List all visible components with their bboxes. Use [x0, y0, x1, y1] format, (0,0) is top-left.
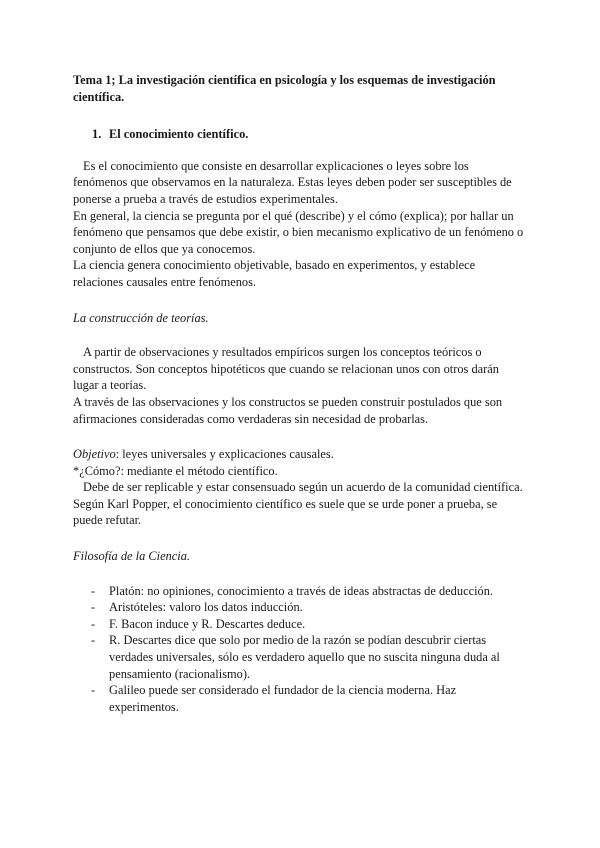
list-item: - R. Descartes dice que solo por medio de la razón se podían descubrir ciertas verdades universales, sólo es verdadero aquello que no suscita ninguna duda al pensamiento (racionalismo).: [91, 633, 500, 681]
replicable-line: Debe de ser replicable y estar consensuado según un acuerdo de la comunidad científica.: [83, 480, 523, 495]
list-item: - F. Bacon induce y R. Descartes deduce.: [91, 616, 306, 631]
objective-label: Objetivo: [73, 447, 116, 462]
dash-bullet: -: [91, 616, 96, 631]
objective-text: : leyes universales y explicaciones causales.: [115, 447, 334, 462]
section-2-paragraph-2: A través de las observaciones y los constructos se pueden construir postulados que son afirmaciones consideradas como verdaderas sin necesidad de probarlas.: [73, 394, 503, 426]
section-3-heading: Filosofía de la Ciencia.: [73, 549, 191, 564]
dash-bullet: -: [91, 683, 96, 698]
como-line: *¿Cómo?: mediante el método científico.: [73, 463, 278, 478]
list-item: - Platón: no opiniones, conocimiento a través de ideas abstractas de deducción.: [91, 583, 493, 598]
section-1-number: 1.: [92, 127, 102, 142]
list-item: - Galileo puede ser considerado el fundador de la ciencia moderna. Haz experimentos.: [91, 683, 457, 714]
dash-bullet: -: [91, 600, 96, 615]
section-1-paragraph-3: La ciencia genera conocimiento objetivable, basado en experimentos, y establece relaciones causales entre fenómenos.: [73, 258, 476, 289]
dash-bullet: -: [91, 633, 96, 648]
section-1-title: El conocimiento científico.: [109, 127, 249, 142]
section-2-heading: La construcción de teorías.: [73, 310, 209, 325]
popper-line: Según Karl Popper, el conocimiento científico es suele que se urde poner a prueba, se puede refutar.: [73, 496, 498, 528]
list-item: - Aristóteles: valoro los datos inducción.: [91, 600, 303, 615]
dash-bullet: -: [91, 583, 96, 598]
section-1-paragraph-1: Es el conocimiento que consiste en desarrollar explicaciones o leyes sobre los fenómenos que observamos en la naturaleza. Estas leyes deben poder ser susceptibles de ponerse a prueba a través de estudios experimentales.: [73, 158, 512, 206]
section-2-paragraph-1: A partir de observaciones y resultados empíricos surgen los conceptos teóricos o constructos. Son conceptos hipotéticos que cuando se relacionan unos con otros darán lugar a teorías.: [73, 345, 499, 393]
objective-line: [73, 446, 524, 463]
section-1-paragraph-2: En general, la ciencia se pregunta por el qué (describe) y el cómo (explica); por hallar un fenómeno que pensamos que debe existir, o bien mecanismo explicativo de un fenómeno o conjunto de ellos que ya conocemos.: [73, 208, 524, 256]
document-title: Tema 1; La investigación científica en psicología y los esquemas de investigación científica.: [73, 73, 496, 104]
philosophy-list: [73, 583, 524, 716]
section-1-heading: [92, 126, 524, 143]
